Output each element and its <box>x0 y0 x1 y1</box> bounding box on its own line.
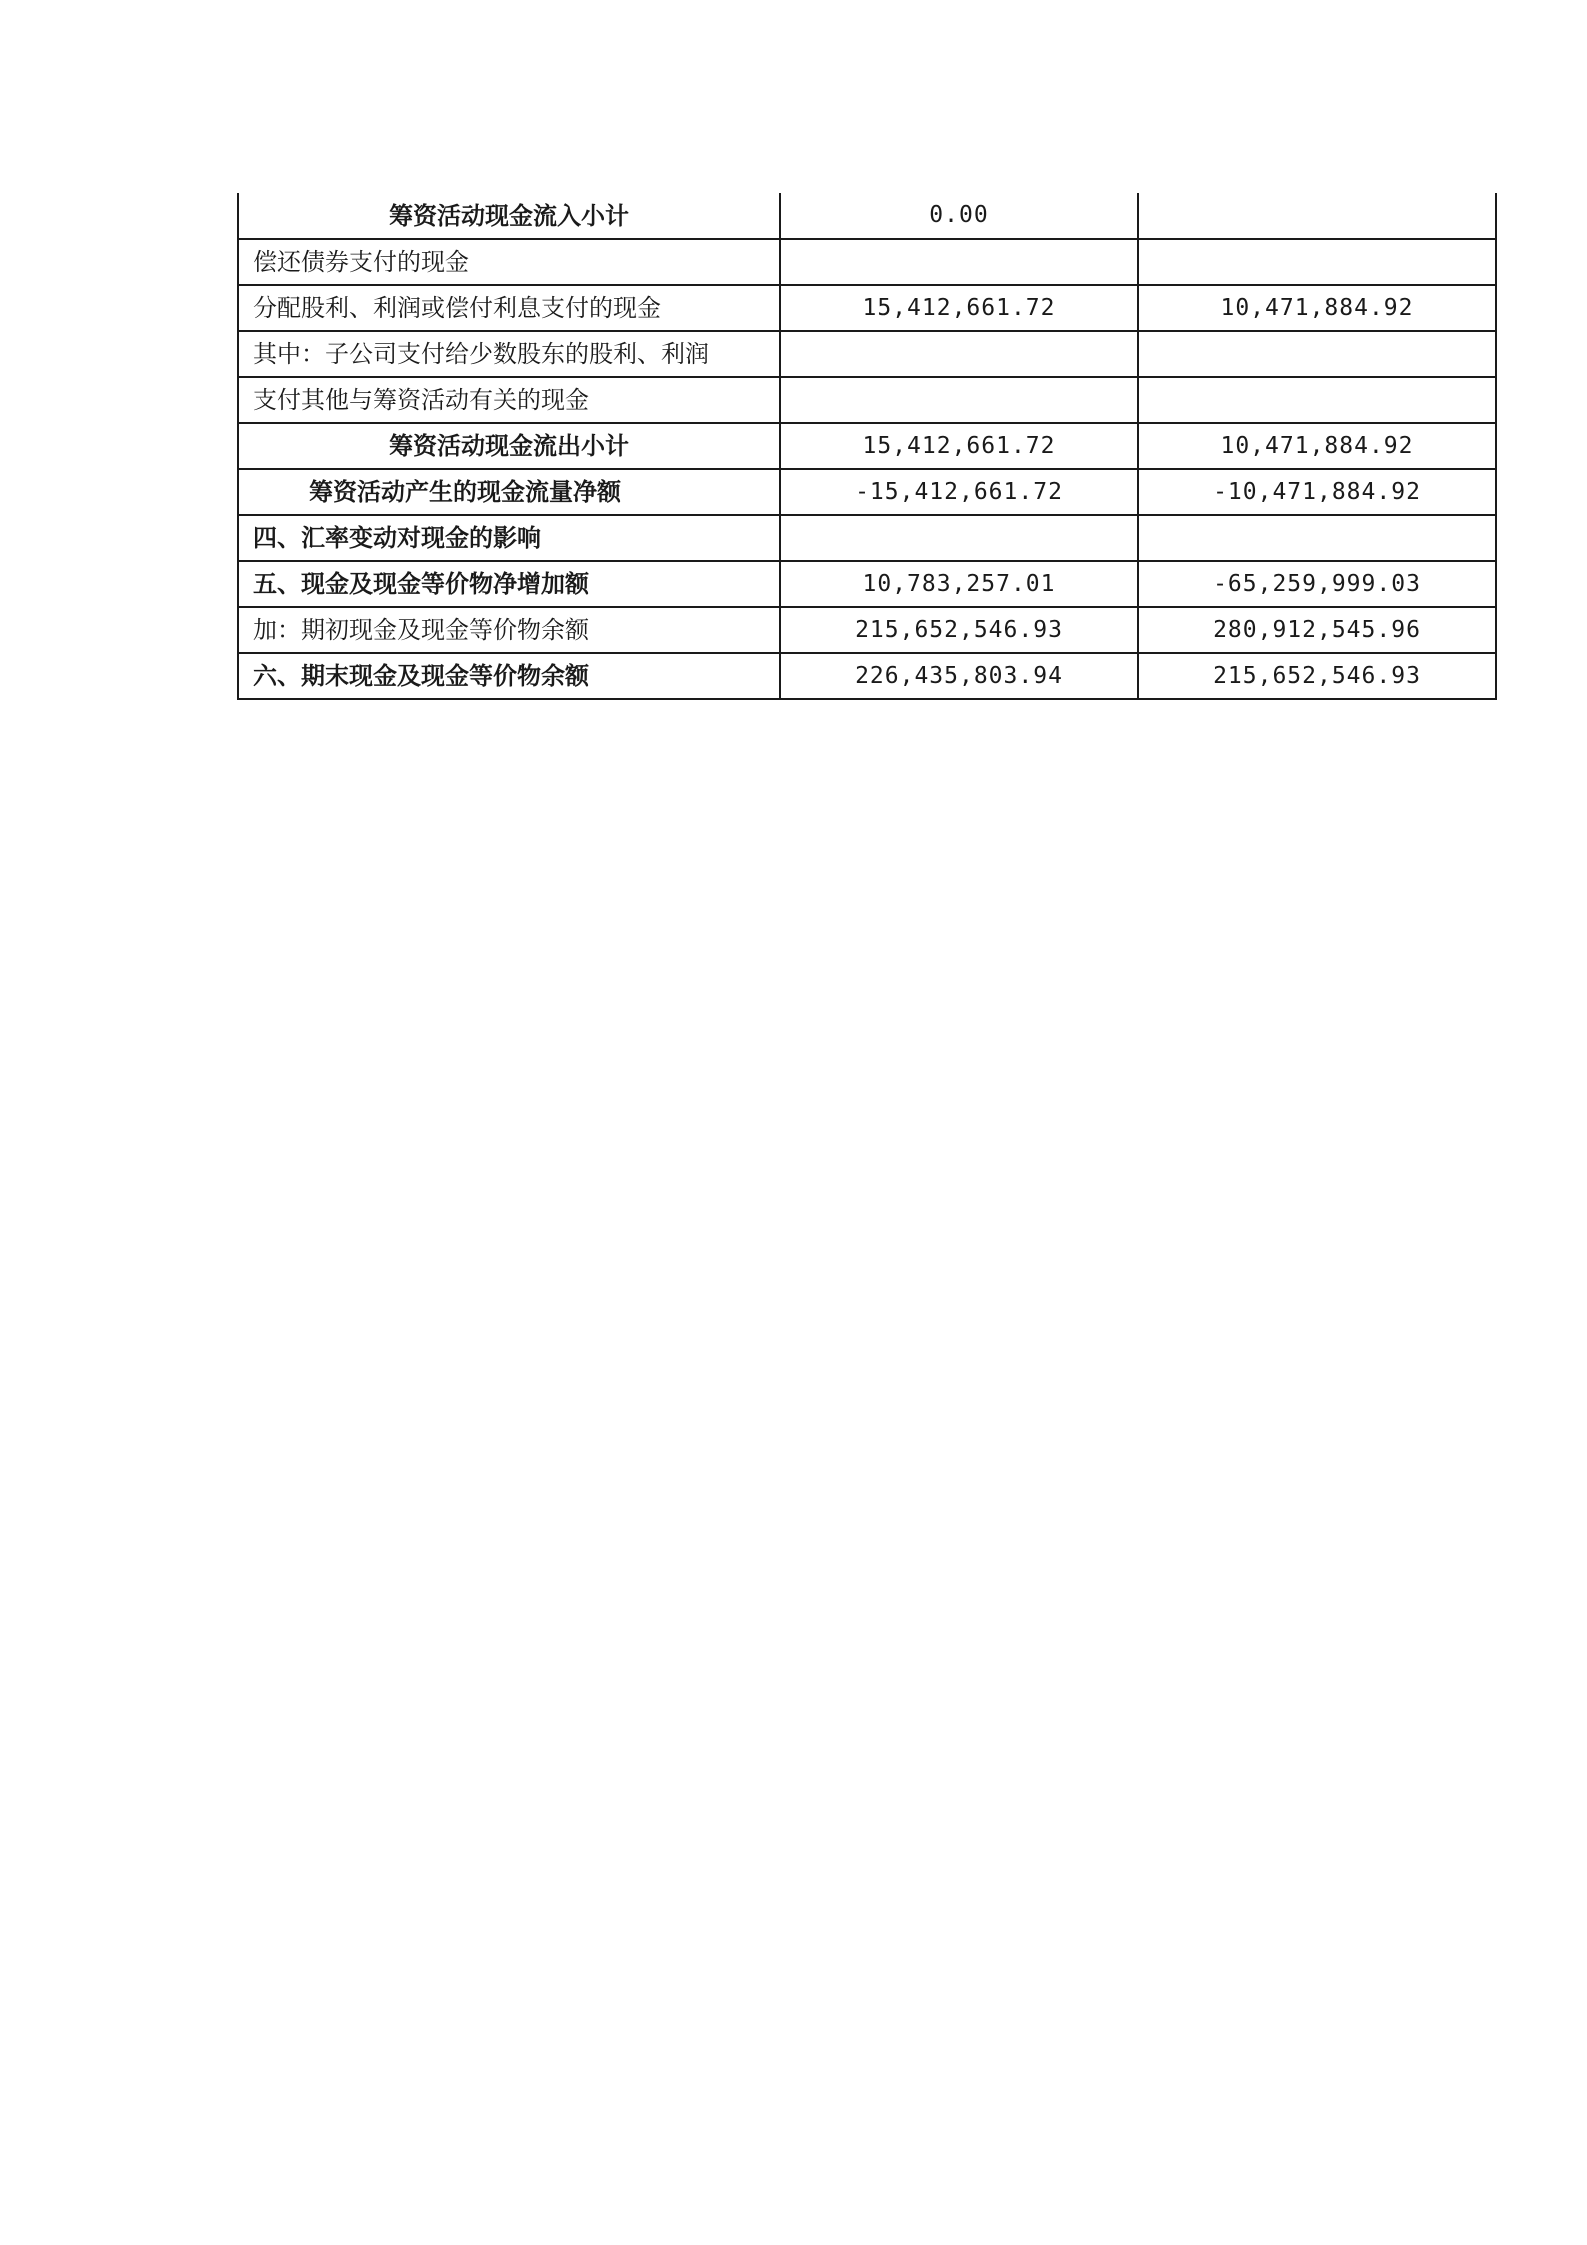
prior-period-value: 10,471,884.92 <box>1138 285 1496 331</box>
current-period-value: -15,412,661.72 <box>780 469 1138 515</box>
table-row <box>238 607 1496 653</box>
row-label: 筹资活动现金流入小计 <box>238 193 780 239</box>
row-label: 六、期末现金及现金等价物余额 <box>238 653 780 699</box>
prior-period-value: -10,471,884.92 <box>1138 469 1496 515</box>
current-period-value <box>780 515 1138 561</box>
prior-period-value <box>1138 193 1496 239</box>
row-label: 其中：子公司支付给少数股东的股利、利润 <box>238 331 780 377</box>
table-row <box>238 653 1496 699</box>
table-row <box>238 377 1496 423</box>
table-row <box>238 561 1496 607</box>
current-period-value <box>780 239 1138 285</box>
row-label: 分配股利、利润或偿付利息支付的现金 <box>238 285 780 331</box>
row-label: 筹资活动现金流出小计 <box>238 423 780 469</box>
current-period-value: 215,652,546.93 <box>780 607 1138 653</box>
prior-period-value <box>1138 331 1496 377</box>
row-label: 筹资活动产生的现金流量净额 <box>238 469 780 515</box>
cash-flow-statement-table <box>237 193 1497 700</box>
prior-period-value: -65,259,999.03 <box>1138 561 1496 607</box>
row-label: 四、汇率变动对现金的影响 <box>238 515 780 561</box>
current-period-value: 15,412,661.72 <box>780 285 1138 331</box>
prior-period-value: 10,471,884.92 <box>1138 423 1496 469</box>
prior-period-value: 280,912,545.96 <box>1138 607 1496 653</box>
prior-period-value <box>1138 515 1496 561</box>
table-row <box>238 331 1496 377</box>
table-row <box>238 239 1496 285</box>
current-period-value: 10,783,257.01 <box>780 561 1138 607</box>
current-period-value <box>780 331 1138 377</box>
current-period-value: 0.00 <box>780 193 1138 239</box>
current-period-value: 226,435,803.94 <box>780 653 1138 699</box>
table-row <box>238 285 1496 331</box>
table-row <box>238 469 1496 515</box>
row-label: 五、现金及现金等价物净增加额 <box>238 561 780 607</box>
prior-period-value: 215,652,546.93 <box>1138 653 1496 699</box>
table-row <box>238 423 1496 469</box>
row-label: 支付其他与筹资活动有关的现金 <box>238 377 780 423</box>
row-label: 偿还债券支付的现金 <box>238 239 780 285</box>
prior-period-value <box>1138 239 1496 285</box>
table-row <box>238 515 1496 561</box>
current-period-value: 15,412,661.72 <box>780 423 1138 469</box>
prior-period-value <box>1138 377 1496 423</box>
current-period-value <box>780 377 1138 423</box>
row-label: 加：期初现金及现金等价物余额 <box>238 607 780 653</box>
table-row <box>238 193 1496 239</box>
